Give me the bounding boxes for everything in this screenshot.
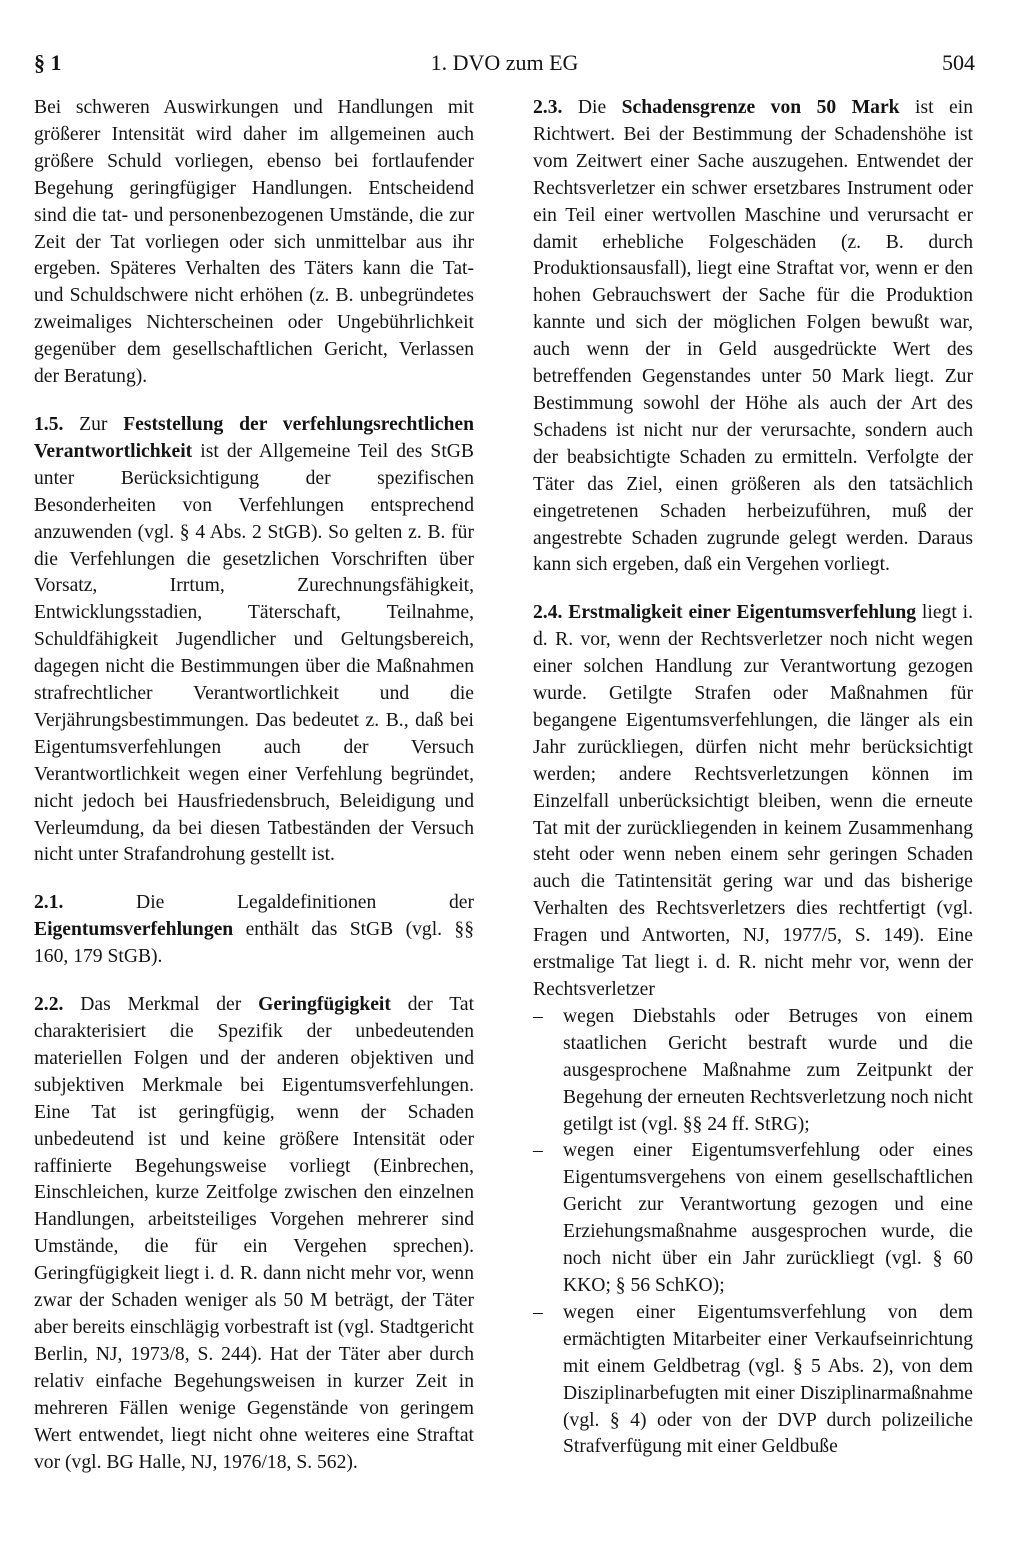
running-header xyxy=(34,50,975,90)
list-item: – wegen Diebstahls oder Betruges von einem staatlichen Gericht bestraft wurde und die ausgesprochene Maßnahme zum Zeitpunkt der Begehung der erneuten Rechtsverletzung noch nicht getilgt ist (vgl. §§ 24 ff. StRG); xyxy=(533,1005,973,1135)
running-title: 1. DVO zum EG xyxy=(430,50,579,75)
section-label: § 1 xyxy=(34,50,62,75)
left-column xyxy=(34,95,474,1476)
paragraph-2-1: 2.1. Die Legaldefinitionen der Eigentumsverfehlungen enthält das StGB (vgl. §§ 160, 179 StGB). xyxy=(34,892,474,968)
list-item: – wegen einer Eigentumsverfehlung von dem ermächtigten Mitarbeiter einer Verkaufseinrichtung mit einem Geldbetrag (vgl. § 5 Abs. 2), von dem Disziplinarbefugten mit einer Disziplinarmaßnahme (vgl. § 4) oder von der DVP durch polizeiliche Strafverfügung mit einer Geldbuße xyxy=(533,1301,973,1458)
paragraph-heading: Feststellung der verfehlungsrechtlichen Verantwortlichkeit xyxy=(34,413,474,462)
paragraph-number: 2.4. xyxy=(533,602,563,624)
dash-marker: – xyxy=(533,1140,543,1162)
paragraph-heading: Erstmaligkeit einer Eigentumsverfehlung xyxy=(568,602,917,624)
dash-marker: – xyxy=(533,1301,543,1323)
paragraph-2-4: 2.4. Erstmaligkeit einer Eigentumsverfehlung liegt i. d. R. vor, wenn der Rechtsverletzer noch nicht wegen einer solchen Handlung zur Verantwortung gezogen wurde. Getilgte Strafen oder Maßnahmen für begangene Eigentumsverfehlungen, die länger als ein Jahr zurückliegen, dürfen nicht mehr berücksichtigt werden; andere Rechtsverletzungen können im Einzelfall unberücksichtigt bleiben, wenn die erneute Tat mit der zurückliegenden in keinem Zusammenhang steht oder wenn neben einem sehr geringen Schaden auch die Tatintensität gering war und das bisherige Verhalten des Rechtsverletzers dies rechtfertigt (vgl. Fragen und Antworten, NJ, 1977/5, S. 149). Eine erstmalige Tat liegt i. d. R. nicht mehr vor, wenn der Rechtsverletzer xyxy=(533,602,973,1000)
paragraph-schuld: Bei schweren Auswirkungen und Handlungen mit größerer Intensität wird daher im allgemeinen auch größere Schuld vorliegen, ebenso bei fortlaufender Begehung geringfügiger Handlungen. Entscheidend sind die tat- und personenbezogenen Umstände, die zur Zeit der Tat vorliegen oder sich unmittelbar aus ihr ergeben. Späteres Verhalten des Täters kann die Tat- und Schuldschwere nicht erhöhen (z. B. unbegründetes zweimaliges Nichterscheinen oder Ungebührlichkeit gegenüber dem gesellschaftlichen Gericht, Verlassen der Beratung). xyxy=(34,97,474,388)
paragraph-2-2: 2.2. Das Merkmal der Geringfügigkeit der Tat charakterisiert die Spezifik der unbedeutenden materiellen Folgen und der anderen objektiven und subjektiven Merkmale bei Eigentumsverfehlungen. Eine Tat ist geringfügig, wenn der Schaden unbedeutend ist und keine größere Intensität oder raffinierte Begehungsweise vorliegt (Einbrechen, Einschleichen, kurze Zeitfolge zwischen den einzelnen Handlungen, arbeitsteiliges Vorgehen mehrerer sind Umstände, die für ein Vergehen sprechen). Geringfügigkeit liegt i. d. R. dann nicht mehr vor, wenn zwar der Schaden weniger als 50 M beträgt, der Täter aber bereits einschlägig vorbestraft ist (vgl. Stadtgericht Berlin, NJ, 1973/8, S. 244). Hat der Täter aber durch relativ einfache Begehungsweisen in kurzer Zeit in mehreren Fällen wenige Gegenstände von geringem Wert entwendet, liegt nicht ohne weiteres eine Straftat vor (vgl. BG Halle, NJ, 1976/18, S. 562). xyxy=(34,994,475,1473)
list-item: – wegen einer Eigentumsverfehlung oder eines Eigentumsvergehens von einem gesellschaftlichen Gericht zur Verantwortung gezogen und eine Erziehungsmaßnahme ausgesprochen wurde, die noch nicht über ein Jahr zurückliegt (vgl. § 60 KKO; § 56 SchKO); xyxy=(533,1140,973,1296)
paragraph-number: 2.3. xyxy=(533,97,563,118)
paragraph-2-3: 2.3. Die Schadensgrenze von 50 Mark ist ein Richtwert. Bei der Bestimmung der Schadenshöhe ist vom Zeitwert einer Sache auszugehen. Entwendet der Rechtsverletzer ein schwer ersetzbares Instrument oder ein Teil einer wertvollen Maschine und verursacht er damit erhebliche Folgeschäden (z. B. durch Produktionsausfall), liegt eine Straftat vor, wenn er den hohen Gebrauchswert der Sache für die Produktion kannte und sich der möglichen Folgen bewußt war, auch wenn der in Geld ausgedrückte Wert des betreffenden Gegenstandes unter 50 Mark liegt. Zur Bestimmung sowohl der Höhe als auch der Art des Schadens ist nicht nur der verursachte, sondern auch der beabsichtigte Schaden zu ermitteln. Verfolgte der Täter das Ziel, einen größeren als den tatsächlich eingetretenen Schaden herbeizuführen, muß der angestrebte Schaden zugrunde gelegt werden. Daraus kann sich ergeben, daß ein Vergehen vorliegt. xyxy=(533,97,973,576)
paragraph-number: 2.2. xyxy=(34,994,64,1016)
paragraph-number: 2.1. xyxy=(34,892,64,914)
page-number: 504 xyxy=(942,50,975,75)
paragraph-heading: Geringfügigkeit xyxy=(258,994,391,1016)
condition-list xyxy=(533,1004,973,1461)
paragraph-number: 1.5. xyxy=(34,413,64,435)
dash-marker: – xyxy=(533,1005,543,1027)
right-column xyxy=(533,95,973,1461)
paragraph-heading: Schadensgrenze von 50 Mark xyxy=(621,97,900,118)
paragraph-1-5: 1.5. Zur Feststellung der verfehlungsrechtlichen Verantwortlichkeit ist der Allgemeine Teil des StGB unter Berücksichtigung der spezifischen Besonderheiten von Verfehlungen entsprechend anzuwenden (vgl. § 4 Abs. 2 StGB). So gelten z. B. für die Verfehlungen die gesetzlichen Vorschriften über Vorsatz, Irrtum, Zurechnungsfähigkeit, Entwicklungsstadien, Täterschaft, Teilnahme, Schuldfähigkeit Jugendlicher und Geltungsbereich, dagegen nicht die Bestimmungen über die Maßnahmen strafrechtlicher Verantwortlichkeit und die Verjährungsbestimmungen. Das bedeutet z. B., daß bei Eigentumsverfehlungen auch der Versuch Verantwortlichkeit wegen einer Verfehlung begründet, nicht jedoch bei Hausfriedensbruch, Beleidigung und Verleumdung, da bei diesen Tatbeständen der Versuch nicht unter Strafandrohung gestellt ist. xyxy=(34,413,474,866)
paragraph-heading: Eigentumsverfehlungen xyxy=(34,919,234,941)
